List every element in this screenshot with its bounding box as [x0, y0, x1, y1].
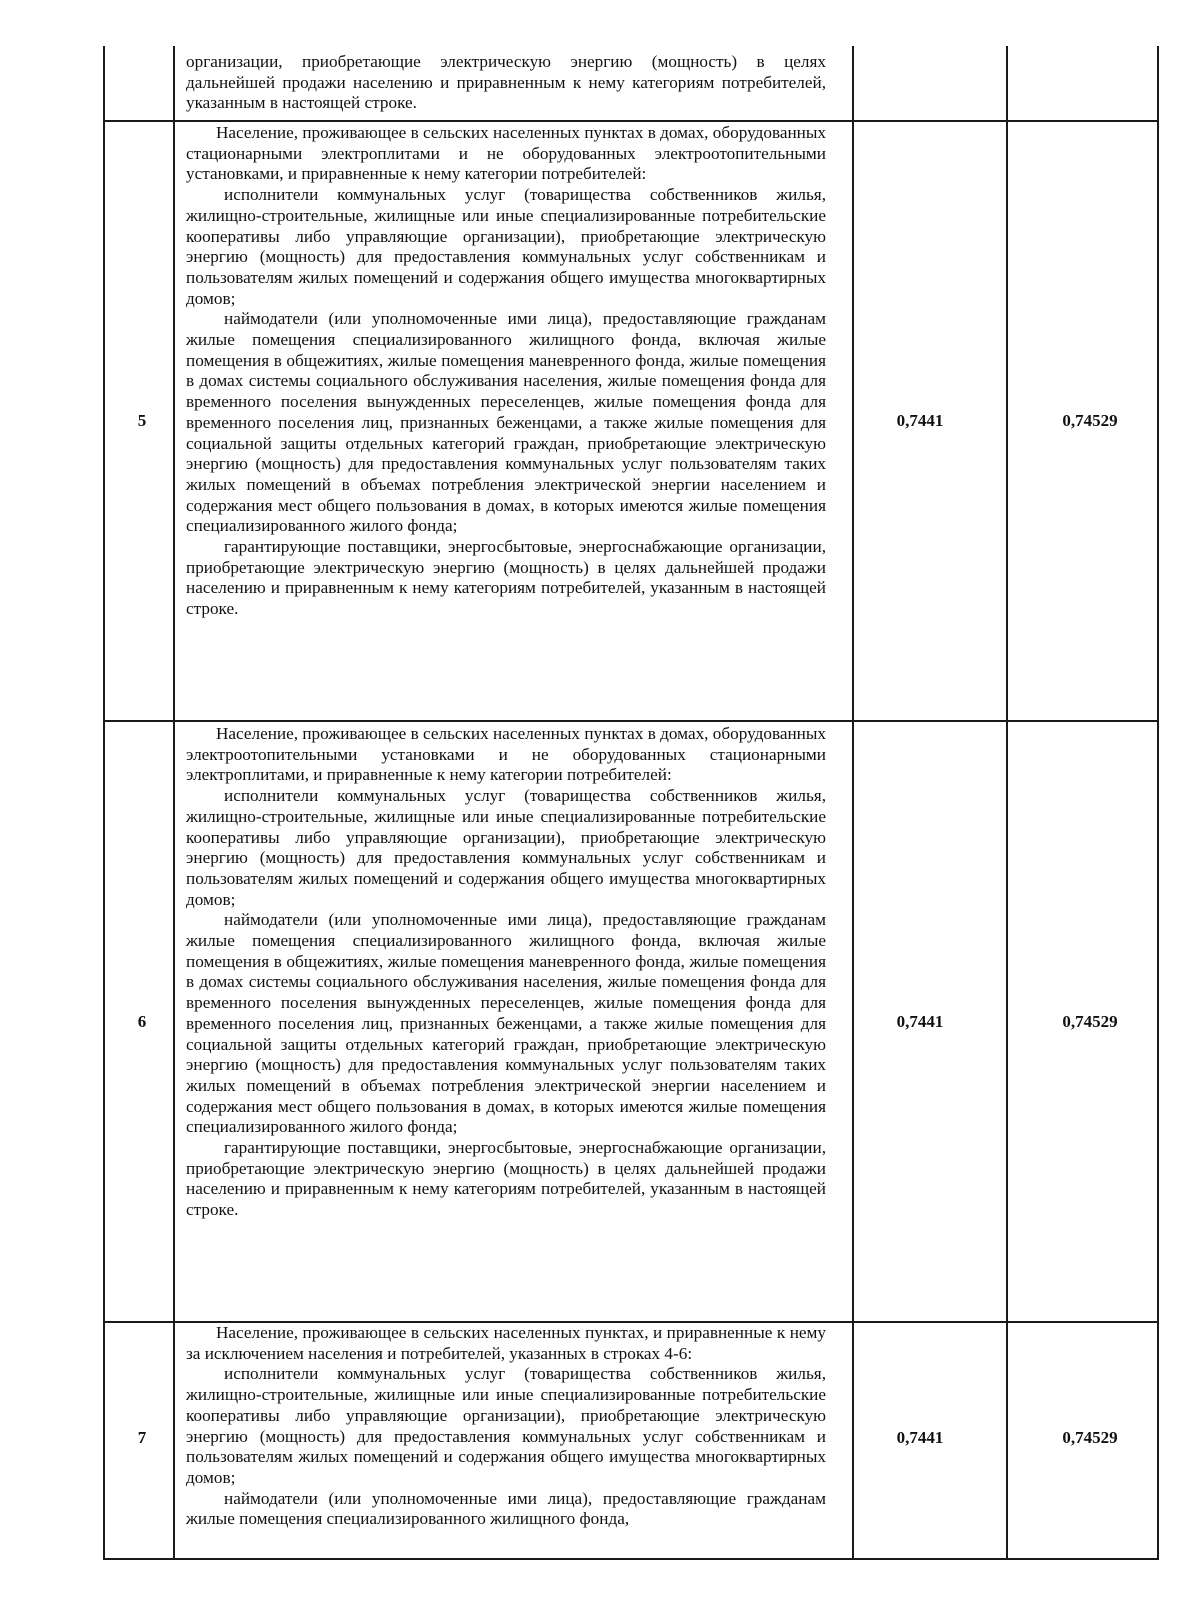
row-value-1: 0,7441	[896, 1012, 944, 1031]
row-number: 5	[137, 411, 147, 430]
table-border-left	[103, 46, 105, 1560]
row-value-2: 0,74529	[1062, 1428, 1118, 1447]
row-number: 6	[137, 1012, 147, 1031]
row-value-2: 0,74529	[1062, 1012, 1118, 1031]
table-row-continuation-text	[186, 52, 826, 114]
table-row-5-text	[186, 123, 826, 620]
paragraph: наймодатели (или уполномоченные ими лица), предоставляющие гражданам жилые помещения специализированного жилищного фонда, включая жилые помещения в общежитиях, жилые помещения маневренного фонда, жилые помещения в домах системы социального обслуживания населения, жилые помещения фонда для временного поселения вынужденных переселенцев, жилые помещения фонда для временного поселения лиц, признанных беженцами, а также жилые помещения для социальной защиты отдельных категорий граждан, приобретающие электрическую энергию (мощность) для предоставления коммунальных услуг пользователям таких жилых помещений в объемах потребления электрической энергии населением и содержания мест общего пользования в домах, в которых имеются жилые помещения специализированного жилого фонда;	[186, 910, 826, 1137]
paragraph: гарантирующие поставщики, энергосбытовые, энергоснабжающие организации, приобретающие электрическую энергию (мощность) в целях дальнейшей продажи населению и приравненным к нему категориям потребителей, указанным в настоящей строке.	[186, 1138, 826, 1220]
table-border-col1	[173, 46, 175, 1560]
row-divider	[103, 720, 1159, 722]
table-row-6-text	[186, 724, 826, 1221]
table-border-bottom	[103, 1558, 1159, 1560]
row-value-1: 0,7441	[896, 1428, 944, 1447]
row-value-2: 0,74529	[1062, 411, 1118, 430]
row-divider	[103, 120, 1159, 122]
paragraph: Население, проживающее в сельских населенных пунктах в домах, оборудованных стационарными электроплитами и не оборудованных электроотопительными установками, и приравненные к нему категории потребителей:	[186, 123, 826, 184]
table-border-col3	[1006, 46, 1008, 1560]
paragraph: исполнители коммунальных услуг (товарищества собственников жилья, жилищно-строительные, жилищные или иные специализированные потребительские кооперативы либо управляющие организации), приобретающие электрическую энергию (мощность) для предоставления коммунальных услуг собственникам и пользователям жилых помещений и содержания общего имущества многоквартирных домов;	[186, 786, 826, 909]
paragraph: наймодатели (или уполномоченные ими лица), предоставляющие гражданам жилые помещения специализированного жилищного фонда,	[186, 1488, 826, 1529]
paragraph: гарантирующие поставщики, энергосбытовые, энергоснабжающие организации, приобретающие электрическую энергию (мощность) в целях дальнейшей продажи населению и приравненным к нему категориям потребителей, указанным в настоящей строке.	[186, 537, 826, 619]
paragraph: Население, проживающее в сельских населенных пунктах в домах, оборудованных электроотопительными установками и не оборудованных стационарными электроплитами, и приравненные к нему категории потребителей:	[186, 724, 826, 785]
paragraph: Население, проживающее в сельских населенных пунктах, и приравненные к нему за исключением населения и потребителей, указанных в строках 4-6:	[186, 1323, 826, 1363]
table-border-right	[1157, 46, 1159, 1560]
paragraph: исполнители коммунальных услуг (товарищества собственников жилья, жилищно-строительные, жилищные или иные специализированные потребительские кооперативы либо управляющие организации), приобретающие электрическую энергию (мощность) для предоставления коммунальных услуг собственникам и пользователям жилых помещений и содержания общего имущества многоквартирных домов;	[186, 1364, 826, 1487]
row-value-1: 0,7441	[896, 411, 944, 430]
paragraph: организации, приобретающие электрическую энергию (мощность) в целях дальнейшей продажи населению и приравненным к нему категориям потребителей, указанным в настоящей строке.	[186, 52, 826, 113]
row-number: 7	[137, 1428, 147, 1447]
paragraph: исполнители коммунальных услуг (товарищества собственников жилья, жилищно-строительные, жилищные или иные специализированные потребительские кооперативы либо управляющие организации), приобретающие электрическую энергию (мощность) для предоставления коммунальных услуг собственникам и пользователям жилых помещений и содержания общего имущества многоквартирных домов;	[186, 185, 826, 308]
paragraph: наймодатели (или уполномоченные ими лица), предоставляющие гражданам жилые помещения специализированного жилищного фонда, включая жилые помещения в общежитиях, жилые помещения маневренного фонда, жилые помещения в домах системы социального обслуживания населения, жилые помещения фонда для временного поселения вынужденных переселенцев, жилые помещения фонда для временного поселения лиц, признанных беженцами, а также жилые помещения для социальной защиты отдельных категорий граждан, приобретающие электрическую энергию (мощность) для предоставления коммунальных услуг пользователям таких жилых помещений в объемах потребления электрической энергии населением и содержания мест общего пользования в домах, в которых имеются жилые помещения специализированного жилого фонда;	[186, 309, 826, 536]
table-row-7-text	[186, 1323, 826, 1530]
table-border-col2	[852, 46, 854, 1560]
